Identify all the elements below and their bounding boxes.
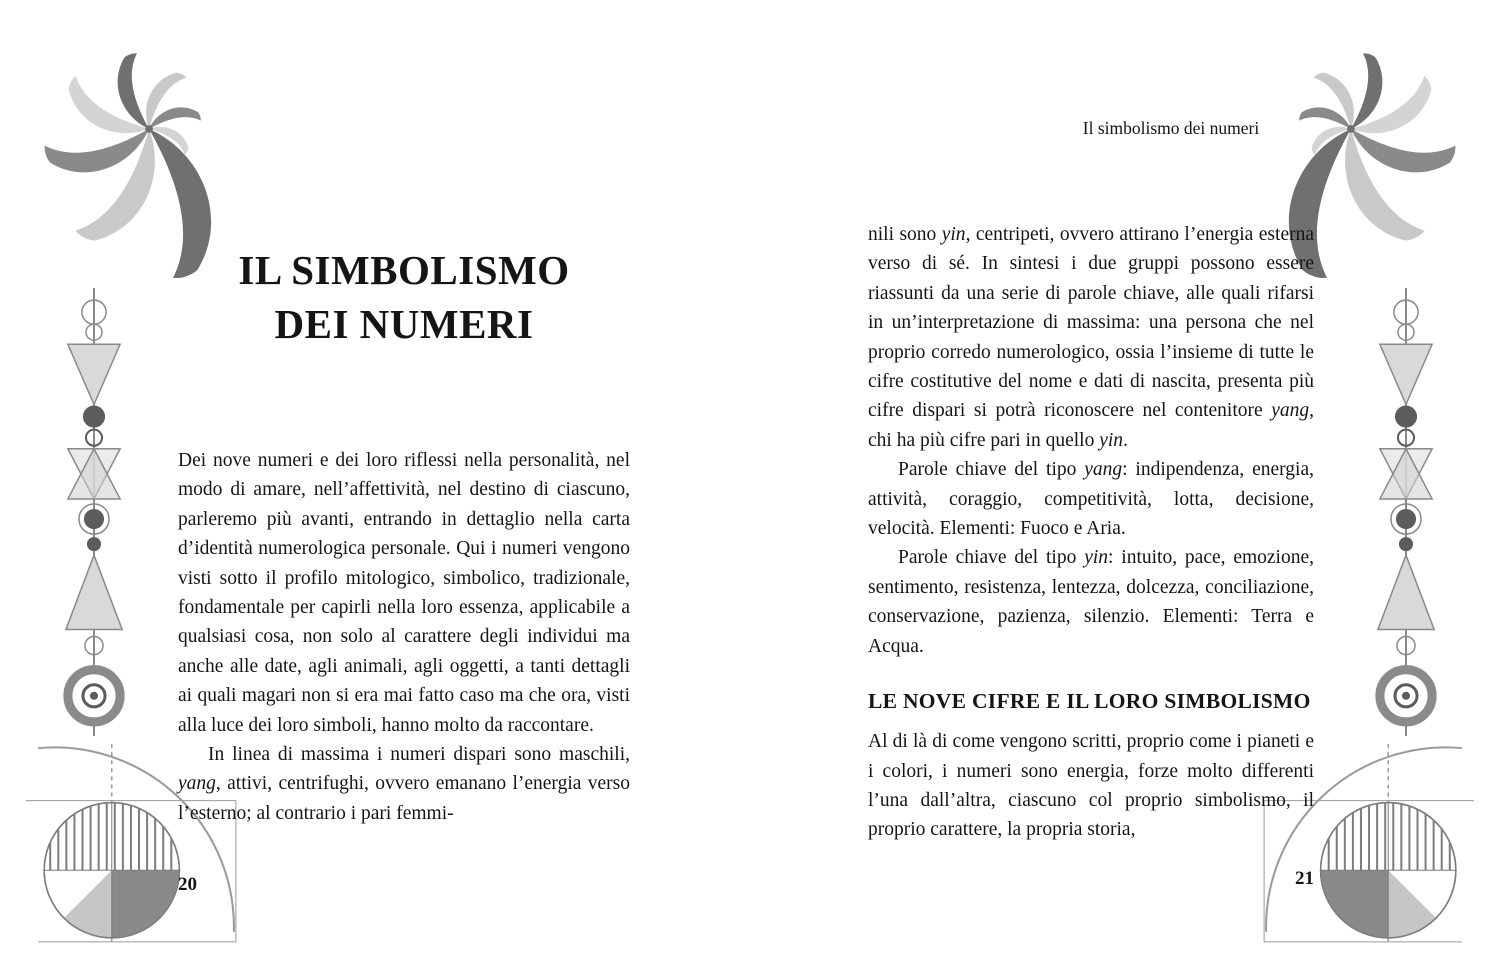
- page-number: 20: [178, 874, 197, 895]
- text-run: .: [1123, 429, 1128, 451]
- page-number: 21: [1295, 868, 1314, 889]
- text-run: : intuito, pace, emozione, sentimento, resistenza, lentezza, dolcezza, conciliazione, conservazione, pazienza, silenzio. Elementi: Terra e Acqua.: [868, 547, 1315, 657]
- text-run: Dei nove numeri e dei loro riflessi nella personalità, nel modo di amare, nell’affettività, nel destino di ciascuno, parleremo più avanti, entrando in dettaglio nella carta d’identità numerologica personale. Qui i numeri vengono visti sotto il profilo mitologico, simbolico, tradizionale, fondamentale per capirli nella loro essenza, applicabile a qualsiasi cosa, non solo al carattere degli individui ma anche alle date, agli animali, agli oggetti, a tanti dettagli ai quali magari non si era mai fatto caso ma che ora, visti alla luce dei loro simboli, hanno molto da raccontare.: [178, 450, 630, 736]
- alchemical-emblem-icon: [1364, 286, 1448, 738]
- paragraph: [868, 220, 1314, 455]
- italic-text-run: yang: [1084, 459, 1123, 481]
- text-run: , attivi, centrifughi, ovvero emanano l’energia verso l’esterno; al contrario i pari femmi-: [178, 773, 630, 824]
- chapter-title: [178, 243, 630, 351]
- right-body-bottom: [868, 727, 1314, 845]
- text-run: , chi ha più cifre pari in quello: [868, 400, 1314, 451]
- right-page-body: [868, 220, 1314, 845]
- running-head: Il simbolismo dei numeri: [1082, 118, 1260, 138]
- text-run: : indipendenza, energia, attività, coraggio, competitività, lotta, decisione, velocità. Elementi: Fuoco e Aria.: [868, 459, 1314, 540]
- text-run: , centripeti, ovvero attirano l’energia esterna verso di sé. In sintesi i due gruppi possono essere riassunti da una serie di parole chiave, alle quali rifarsi in un’interpretazione di massima: una persona che nel proprio corredo numerologico, ossia l’insieme di tutte le cifre costitutive del nome e dati di nascita, presenta più cifre dispari si potrà riconoscere nel contenitore: [868, 224, 1314, 422]
- right-body-top: [868, 220, 1314, 661]
- italic-text-run: yang: [1271, 400, 1310, 422]
- paragraph: [868, 727, 1314, 845]
- paragraph: [178, 740, 630, 828]
- paragraph: [868, 455, 1314, 543]
- paragraph: [868, 543, 1314, 661]
- italic-text-run: yang: [178, 773, 216, 795]
- text-run: Parole chiave del tipo: [898, 547, 1085, 569]
- italic-text-run: yin: [941, 224, 966, 245]
- paragraph: [178, 446, 630, 740]
- left-page-body: [178, 446, 630, 828]
- text-run: Al di là di come vengono scritti, proprio come i pianeti e i colori, i numeri sono energia, forze molto differenti l’una dall’altra, ciascuno col proprio simbolismo, il proprio carattere, la propria storia,: [868, 731, 1314, 841]
- text-run: nili sono: [868, 224, 942, 245]
- italic-text-run: yin: [1099, 429, 1124, 451]
- text-run: Parole chiave del tipo: [898, 459, 1085, 481]
- italic-text-run: yin: [1084, 547, 1109, 569]
- alchemical-emblem-icon: [52, 286, 136, 738]
- section-heading: LE NOVE CIFRE E IL LORO SIMBOLISMO: [868, 689, 1311, 714]
- text-run: In linea di massima i numeri dispari sono maschili,: [208, 744, 630, 766]
- chapter-title-line2: DEI NUMERI: [274, 301, 534, 348]
- chapter-title-line1: IL SIMBOLISMO: [238, 247, 570, 294]
